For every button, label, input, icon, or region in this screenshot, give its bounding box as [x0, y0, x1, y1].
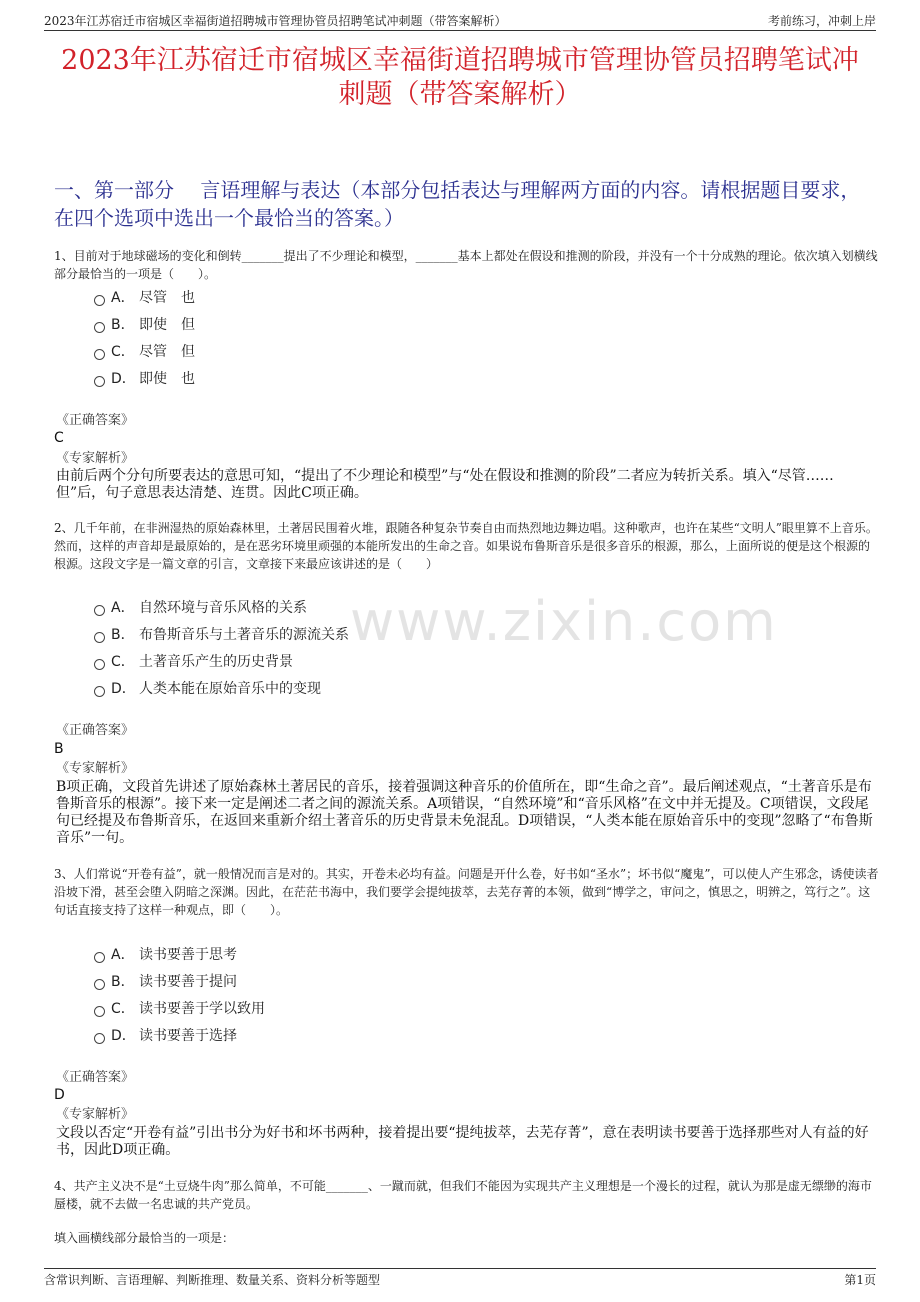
header-right-text: 考前练习，冲刺上岸 — [767, 14, 876, 28]
question-2-option-a[interactable]: A． 自然环境与音乐风格的关系 — [94, 597, 307, 619]
radio-icon[interactable] — [94, 979, 105, 990]
section-heading: 一、第一部分 言语理解与表达（本部分包括表达与理解两方面的内容。请根据题目要求，在四个选项中选出一个最恰当的答案。） — [54, 178, 861, 230]
document-title: 2023年江苏宿迁市宿城区幸福街道招聘城市管理协管员招聘笔试冲刺题（带答案解析） — [61, 45, 859, 110]
question-1-option-c[interactable]: C． 尽管 但 — [94, 341, 195, 363]
page-number: 第1页 — [844, 1273, 876, 1287]
question-1-option-a[interactable]: A． 尽管 也 — [94, 287, 195, 309]
header-left-text: 2023年江苏宿迁市宿城区幸福街道招聘城市管理协管员招聘笔试冲刺题（带答案解析） — [44, 14, 507, 28]
question-2-stem: 2、几千年前，在非洲湿热的原始森林里，土著居民围着火堆，跟随各种复杂节奏自由而热烈地边舞边唱。这种歌声，也许在某些“文明人”眼里算不上音乐。然而，这样的声音却是最原始的，是在恶劣环境里顽强的本能所发出的生命之音。如果说布鲁斯音乐是很多音乐的根源，那么，上面所说的便是这个根源的根源。这段文字是一篇文章的引言，文章接下来最应该讲述的是（ ） — [54, 521, 878, 571]
question-2-option-c[interactable]: C． 土著音乐产生的历史背景 — [94, 651, 293, 673]
question-2-answer: B — [54, 741, 64, 757]
question-4-stem: 4、共产主义决不是“土豆烧牛肉”那么简单，不可能_______、一蹴而就，但我们不能因为实现共产主义理想是一个漫长的过程，就认为那是虚无缥缈的海市蜃楼，就不去做一名忠诚的共产党员。 — [54, 1179, 872, 1211]
radio-icon[interactable] — [94, 632, 105, 643]
question-2-option-b[interactable]: B． 布鲁斯音乐与土著音乐的源流关系 — [94, 624, 349, 646]
expert-analysis-label: 《专家解析》 — [56, 451, 135, 466]
expert-analysis-label: 《专家解析》 — [56, 1107, 135, 1122]
question-2-option-d[interactable]: D． 人类本能在原始音乐中的变现 — [94, 678, 321, 700]
expert-analysis-label: 《专家解析》 — [56, 761, 135, 776]
question-1-answer: C — [54, 430, 64, 446]
question-3-option-a[interactable]: A． 读书要善于思考 — [94, 944, 237, 966]
running-header — [44, 12, 876, 31]
question-3-answer: D — [54, 1087, 65, 1103]
running-footer — [44, 1268, 876, 1285]
radio-icon[interactable] — [94, 1006, 105, 1017]
question-1-option-d[interactable]: D． 即使 也 — [94, 368, 195, 390]
watermark: www.zixin.com — [350, 590, 778, 653]
radio-icon[interactable] — [94, 659, 105, 670]
footer-left-text: 含常识判断、言语理解、判断推理、数量关系、资料分析等题型 — [44, 1273, 381, 1287]
radio-icon[interactable] — [94, 952, 105, 963]
question-3-stem: 3、人们常说“开卷有益”，就一般情况而言是对的。其实，开卷未必均有益。问题是开什么卷，好书如“圣水”；坏书似“魔鬼”，可以使人产生邪念，诱使读者沿坡下滑，甚至会堕入阴暗之深渊。因此，在茫茫书海中，我们要学会提纯拔萃，去芜存菁的本领，做到“博学之，审问之，慎思之，明辨之，笃行之”。这句话直接支持了这样一种观点，即（ ）。 — [54, 867, 879, 917]
question-3-option-c[interactable]: C． 读书要善于学以致用 — [94, 998, 265, 1020]
radio-icon[interactable] — [94, 686, 105, 697]
radio-icon[interactable] — [94, 376, 105, 387]
question-1-stem: 1、目前对于地球磁场的变化和倒转_______提出了不少理论和模型，_______基本上都处在假设和推测的阶段，并没有一个十分成熟的理论。依次填入划横线部分最恰当的一项是（ ）。 — [54, 249, 878, 281]
radio-icon[interactable] — [94, 1033, 105, 1044]
correct-answer-label: 《正确答案》 — [56, 413, 135, 428]
radio-icon[interactable] — [94, 295, 105, 306]
question-3-option-b[interactable]: B． 读书要善于提问 — [94, 971, 237, 993]
radio-icon[interactable] — [94, 322, 105, 333]
question-4-prompt: 填入画横线部分最恰当的一项是： — [54, 1231, 235, 1245]
question-1-option-b[interactable]: B． 即使 但 — [94, 314, 195, 336]
correct-answer-label: 《正确答案》 — [56, 1070, 135, 1085]
question-3-analysis: 文段以否定“开卷有益”引出书分为好书和坏书两种，接着提出要“提纯拔萃，去芜存菁”，意在表明读书要善于选择那些对人有益的好书，因此D项正确。 — [56, 1125, 869, 1158]
correct-answer-label: 《正确答案》 — [56, 723, 135, 738]
radio-icon[interactable] — [94, 349, 105, 360]
question-1-analysis: 由前后两个分句所要表达的意思可知，“提出了不少理论和模型”与“处在假设和推测的阶段”二者应为转折关系。填入“尽管……但”后，句子意思表达清楚、连贯。因此C项正确。 — [56, 468, 834, 501]
radio-icon[interactable] — [94, 605, 105, 616]
question-2-analysis: B项正确，文段首先讲述了原始森林土著居民的音乐，接着强调这种音乐的价值所在，即“生命之音”。最后阐述观点，“土著音乐是布鲁斯音乐的根源”。接下来一定是阐述二者之间的源流关系。A项错误，“自然环境”和“音乐风格”在文中并无提及。C项错误，文段尾句已经提及布鲁斯音乐，在返回来重新介绍土著音乐的历史背景未免混乱。D项错误，“人类本能在原始音乐中的变现”忽略了“布鲁斯音乐”一句。 — [56, 779, 873, 846]
question-3-option-d[interactable]: D． 读书要善于选择 — [94, 1025, 237, 1047]
